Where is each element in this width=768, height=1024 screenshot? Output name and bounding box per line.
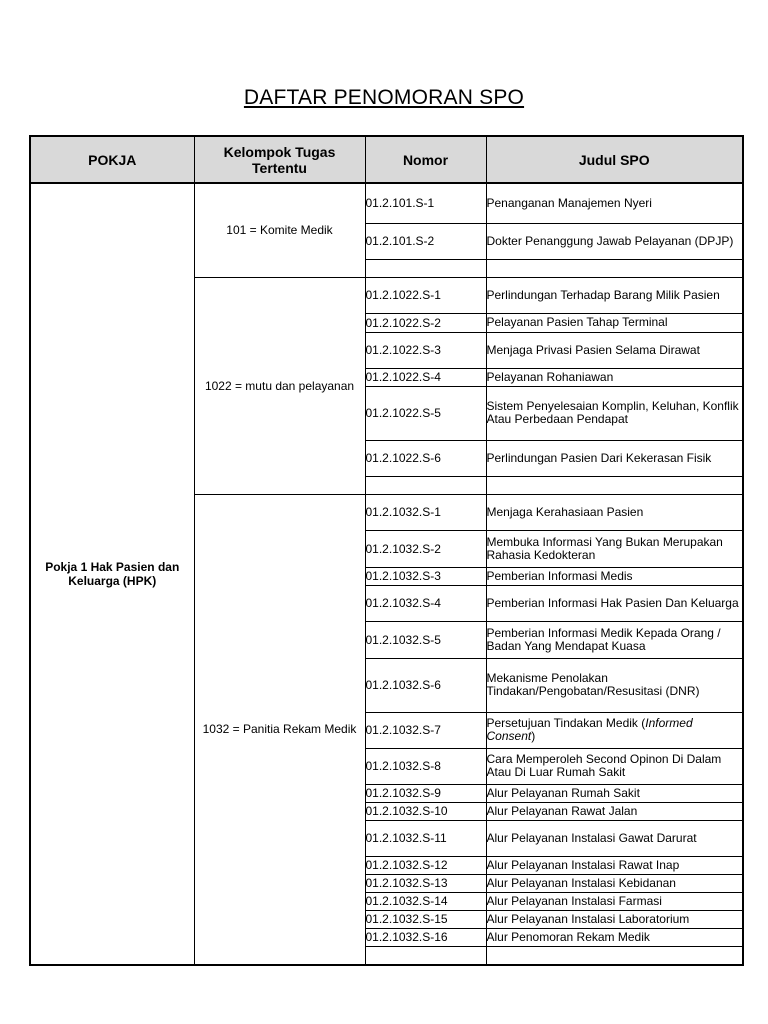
judul-cell: Alur Pelayanan Instalasi Farmasi (486, 892, 743, 910)
nomor-cell: 01.2.1032.S-3 (365, 567, 486, 585)
judul-cell: Penanganan Manajemen Nyeri (486, 183, 743, 223)
nomor-cell: 01.2.1032.S-2 (365, 530, 486, 567)
header-judul: Judul SPO (486, 136, 743, 183)
judul-cell (486, 259, 743, 277)
nomor-cell: 01.2.1032.S-6 (365, 658, 486, 712)
header-nomor: Nomor (365, 136, 486, 183)
nomor-cell: 01.2.1032.S-1 (365, 494, 486, 530)
judul-cell: Alur Pelayanan Instalasi Gawat Darurat (486, 820, 743, 856)
nomor-cell: 01.2.1032.S-10 (365, 802, 486, 820)
nomor-cell: 01.2.1032.S-4 (365, 585, 486, 621)
judul-cell: Dokter Penanggung Jawab Pelayanan (DPJP) (486, 223, 743, 259)
judul-cell: Sistem Penyelesaian Komplin, Keluhan, Konflik Atau Perbedaan Pendapat (486, 386, 743, 440)
nomor-cell (365, 946, 486, 965)
nomor-cell: 01.2.1022.S-1 (365, 277, 486, 313)
pokja-cell: Pokja 1 Hak Pasien dan Keluarga (HPK) (30, 183, 194, 965)
nomor-cell (365, 259, 486, 277)
judul-cell: Alur Penomoran Rekam Medik (486, 928, 743, 946)
nomor-cell: 01.2.1032.S-15 (365, 910, 486, 928)
table-body (30, 183, 743, 965)
nomor-cell: 01.2.1022.S-6 (365, 440, 486, 476)
judul-cell: Alur Pelayanan Instalasi Rawat Inap (486, 856, 743, 874)
judul-cell: Alur Pelayanan Instalasi Laboratorium (486, 910, 743, 928)
judul-cell: Pelayanan Rohaniawan (486, 368, 743, 386)
nomor-cell: 01.2.101.S-2 (365, 223, 486, 259)
nomor-cell: 01.2.1032.S-11 (365, 820, 486, 856)
nomor-cell: 01.2.1032.S-12 (365, 856, 486, 874)
judul-cell: Mekanisme Penolakan Tindakan/Pengobatan/Resusitasi (DNR) (486, 658, 743, 712)
judul-cell: Cara Memperoleh Second Opinon Di Dalam Atau Di Luar Rumah Sakit (486, 748, 743, 784)
judul-cell (486, 476, 743, 494)
header-row (30, 136, 743, 183)
judul-cell: Pelayanan Pasien Tahap Terminal (486, 313, 743, 332)
nomor-cell (365, 476, 486, 494)
judul-cell: Menjaga Privasi Pasien Selama Dirawat (486, 332, 743, 368)
judul-cell: Persetujuan Tindakan Medik (Informed Consent) (486, 712, 743, 748)
kelompok-cell: 1032 = Panitia Rekam Medik (194, 494, 365, 965)
header-pokja: POKJA (30, 136, 194, 183)
nomor-cell: 01.2.1022.S-2 (365, 313, 486, 332)
nomor-cell: 01.2.101.S-1 (365, 183, 486, 223)
nomor-cell: 01.2.1032.S-14 (365, 892, 486, 910)
italic-term: Informed Consent (486, 716, 693, 743)
document-title: DAFTAR PENOMORAN SPO (243, 86, 525, 109)
judul-cell: Alur Pelayanan Instalasi Kebidanan (486, 874, 743, 892)
judul-cell: Perlindungan Pasien Dari Kekerasan Fisik (486, 440, 743, 476)
kelompok-cell: 1022 = mutu dan pelayanan (194, 277, 365, 494)
nomor-cell: 01.2.1032.S-5 (365, 621, 486, 658)
judul-cell: Menjaga Kerahasiaan Pasien (486, 494, 743, 530)
judul-cell (486, 946, 743, 965)
nomor-cell: 01.2.1032.S-9 (365, 784, 486, 802)
judul-cell: Alur Pelayanan Rawat Jalan (486, 802, 743, 820)
judul-cell: Pemberian Informasi Medis (486, 567, 743, 585)
judul-cell: Pemberian Informasi Medik Kepada Orang / Badan Yang Mendapat Kuasa (486, 621, 743, 658)
judul-cell: Alur Pelayanan Rumah Sakit (486, 784, 743, 802)
kelompok-cell: 101 = Komite Medik (194, 183, 365, 277)
nomor-cell: 01.2.1022.S-5 (365, 386, 486, 440)
spo-table (29, 135, 744, 966)
nomor-cell: 01.2.1022.S-4 (365, 368, 486, 386)
judul-cell: Perlindungan Terhadap Barang Milik Pasien (486, 277, 743, 313)
nomor-cell: 01.2.1032.S-13 (365, 874, 486, 892)
nomor-cell: 01.2.1032.S-16 (365, 928, 486, 946)
nomor-cell: 01.2.1032.S-7 (365, 712, 486, 748)
judul-cell: Membuka Informasi Yang Bukan Merupakan Rahasia Kedokteran (486, 530, 743, 567)
nomor-cell: 01.2.1032.S-8 (365, 748, 486, 784)
judul-cell: Pemberian Informasi Hak Pasien Dan Keluarga (486, 585, 743, 621)
nomor-cell: 01.2.1022.S-3 (365, 332, 486, 368)
table-row (30, 183, 743, 223)
header-kelompok: Kelompok Tugas Tertentu (194, 136, 365, 183)
